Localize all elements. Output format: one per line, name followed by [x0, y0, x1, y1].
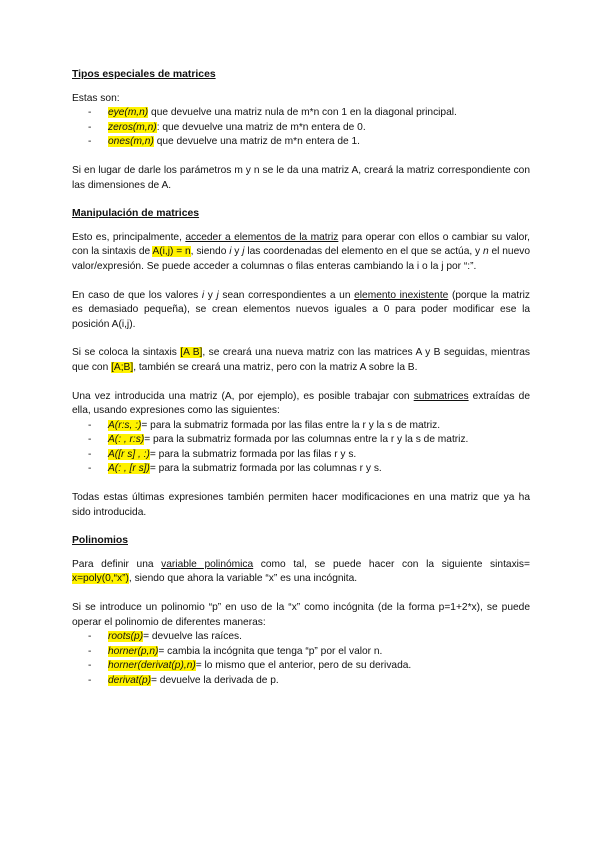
- code-highlight: A(r:s, :): [108, 419, 142, 431]
- list-item: [72, 630, 530, 645]
- manip-paragraph-4: [72, 390, 530, 419]
- item-text: = cambia la incógnita que tenga “p” por el valor n.: [158, 645, 383, 657]
- code-highlight: derivat(p): [108, 675, 152, 686]
- heading-tipos: Tipos especiales de matrices: [72, 69, 216, 80]
- manip-paragraph-3: [72, 346, 530, 375]
- item-text: = para la submatriz formada por las columnas entre la r y la s de matriz.: [144, 434, 469, 446]
- list-item: [72, 448, 530, 463]
- code-highlight: horner(p,n): [108, 645, 159, 657]
- list-item: [72, 659, 530, 674]
- code-highlight: A(: , r:s): [108, 434, 145, 446]
- heading-manipulacion: Manipulación de matrices: [72, 208, 200, 220]
- tipos-list: [72, 106, 530, 150]
- text-run: Esto es, principalmente,: [72, 231, 186, 243]
- code-highlight: A(i,j) = n: [152, 246, 191, 258]
- code-highlight: eye(m,n): [108, 107, 149, 119]
- text-run: Si se coloca la sintaxis: [72, 347, 181, 359]
- text-run: (porque la matriz es demasiado pequeña), se crean elementos nuevos iguales a 0 para poder modificar ese la posición A(i,j).: [72, 289, 530, 330]
- underlined-term: variable polinómica: [161, 558, 254, 570]
- text-run: Una vez introducida una matriz (A, por ejemplo), es posible trabajar con: [72, 390, 414, 402]
- document-page: [72, 68, 530, 689]
- submatrix-list: [72, 419, 530, 477]
- polinomio-list: [72, 630, 530, 688]
- code-highlight: horner(derivat(p),n): [108, 660, 196, 672]
- tipos-paragraph: Si en lugar de darle los parámetros m y n se le da una matriz A, creará la matriz correspondiente con las dimensiones de A.: [72, 164, 530, 191]
- poli-paragraph-2: Si se introduce un polinomio “p” en uso de la “x” como incógnita (de la forma p=1+2*x), se puede operar el polinomio de diferentes maneras:: [72, 602, 530, 628]
- text-run: , también se creará una matriz, pero con la matriz A sobre la B.: [133, 361, 418, 373]
- list-item: [72, 433, 530, 448]
- text-run: y: [204, 289, 217, 301]
- text-run: , siendo que ahora la variable “x” es una incógnita.: [128, 573, 358, 585]
- list-item: [72, 106, 530, 121]
- item-text: que devuelve una matriz nula de m*n con 1 en la diagonal principal.: [148, 107, 457, 119]
- manip-paragraph-2: [72, 289, 530, 333]
- text-run: , siendo: [190, 246, 230, 258]
- item-text: = lo mismo que el anterior, pero de su derivada.: [195, 660, 412, 672]
- list-item: [72, 135, 530, 150]
- text-run: para operar con ellos o cambiar su valor, con la sintaxis de: [72, 231, 530, 258]
- italic-var: n: [482, 246, 489, 258]
- text-run: el nuevo valor/expresión. Se puede acceder a columnas o filas enteras cambiando la i o la j por “:”.: [72, 246, 530, 272]
- item-text: = para la submatriz formada por las filas entre la r y la s de matriz.: [141, 419, 441, 431]
- heading-polinomios: Polinomios: [72, 535, 128, 547]
- list-item: [72, 462, 530, 477]
- list-item: [72, 645, 530, 660]
- list-item: [72, 419, 530, 434]
- text-run: sean correspondientes a un: [218, 289, 355, 301]
- code-highlight: [A B]: [180, 347, 203, 359]
- manip-paragraph-1: [72, 231, 530, 275]
- item-text: : que devuelve una matriz de m*n entera de 0.: [156, 121, 366, 133]
- italic-var: j: [216, 289, 219, 301]
- code-highlight: ones(m,n): [108, 136, 154, 148]
- code-highlight: A(: , [r s]): [108, 463, 150, 475]
- code-highlight: [A;B]: [111, 361, 134, 373]
- item-text: = devuelve las raíces.: [143, 631, 242, 643]
- tipos-intro: Estas son:: [72, 92, 120, 104]
- text-run: , se creará una nueva matriz con las matrices A y B seguidas, mientras que con: [72, 347, 530, 373]
- code-highlight: x=poly(0,“x”): [72, 573, 129, 585]
- list-item: [72, 121, 530, 136]
- manip-paragraph-5: Todas estas últimas expresiones también permiten hacer modificaciones en una matriz que ya ha sido introducida.: [72, 492, 530, 518]
- underlined-term: submatrices: [413, 390, 469, 402]
- underlined-term: elemento inexistente: [354, 289, 449, 301]
- item-text: = para la submatriz formada por las columnas r y s.: [149, 463, 382, 475]
- text-run: En caso de que los valores: [72, 289, 202, 301]
- italic-var: j: [242, 246, 245, 258]
- text-run: y: [231, 246, 243, 258]
- code-highlight: roots(p): [108, 631, 144, 643]
- underlined-term: acceder a elementos de la matriz: [185, 231, 339, 243]
- item-text: = para la submatriz formada por las filas r y s.: [149, 448, 357, 460]
- italic-var: i: [201, 289, 205, 301]
- code-highlight: A([r s] , :): [108, 448, 150, 460]
- italic-var: i: [229, 246, 232, 258]
- poli-paragraph-1: [72, 558, 530, 587]
- text-run: extraídas de ella, usando expresiones como las siguientes:: [72, 390, 530, 417]
- text-run: como tal, se puede hacer con la siguiente sintaxis=: [253, 558, 530, 570]
- item-text: que devuelve una matriz de m*n entera de 1.: [153, 136, 361, 148]
- text-run: Para definir una: [72, 558, 162, 570]
- item-text: = devuelve la derivada de p.: [151, 675, 279, 686]
- code-highlight: zeros(m,n): [108, 121, 157, 133]
- text-run: las coordenadas del elemento en el que se actúa, y: [244, 246, 483, 258]
- list-item: [72, 674, 530, 689]
